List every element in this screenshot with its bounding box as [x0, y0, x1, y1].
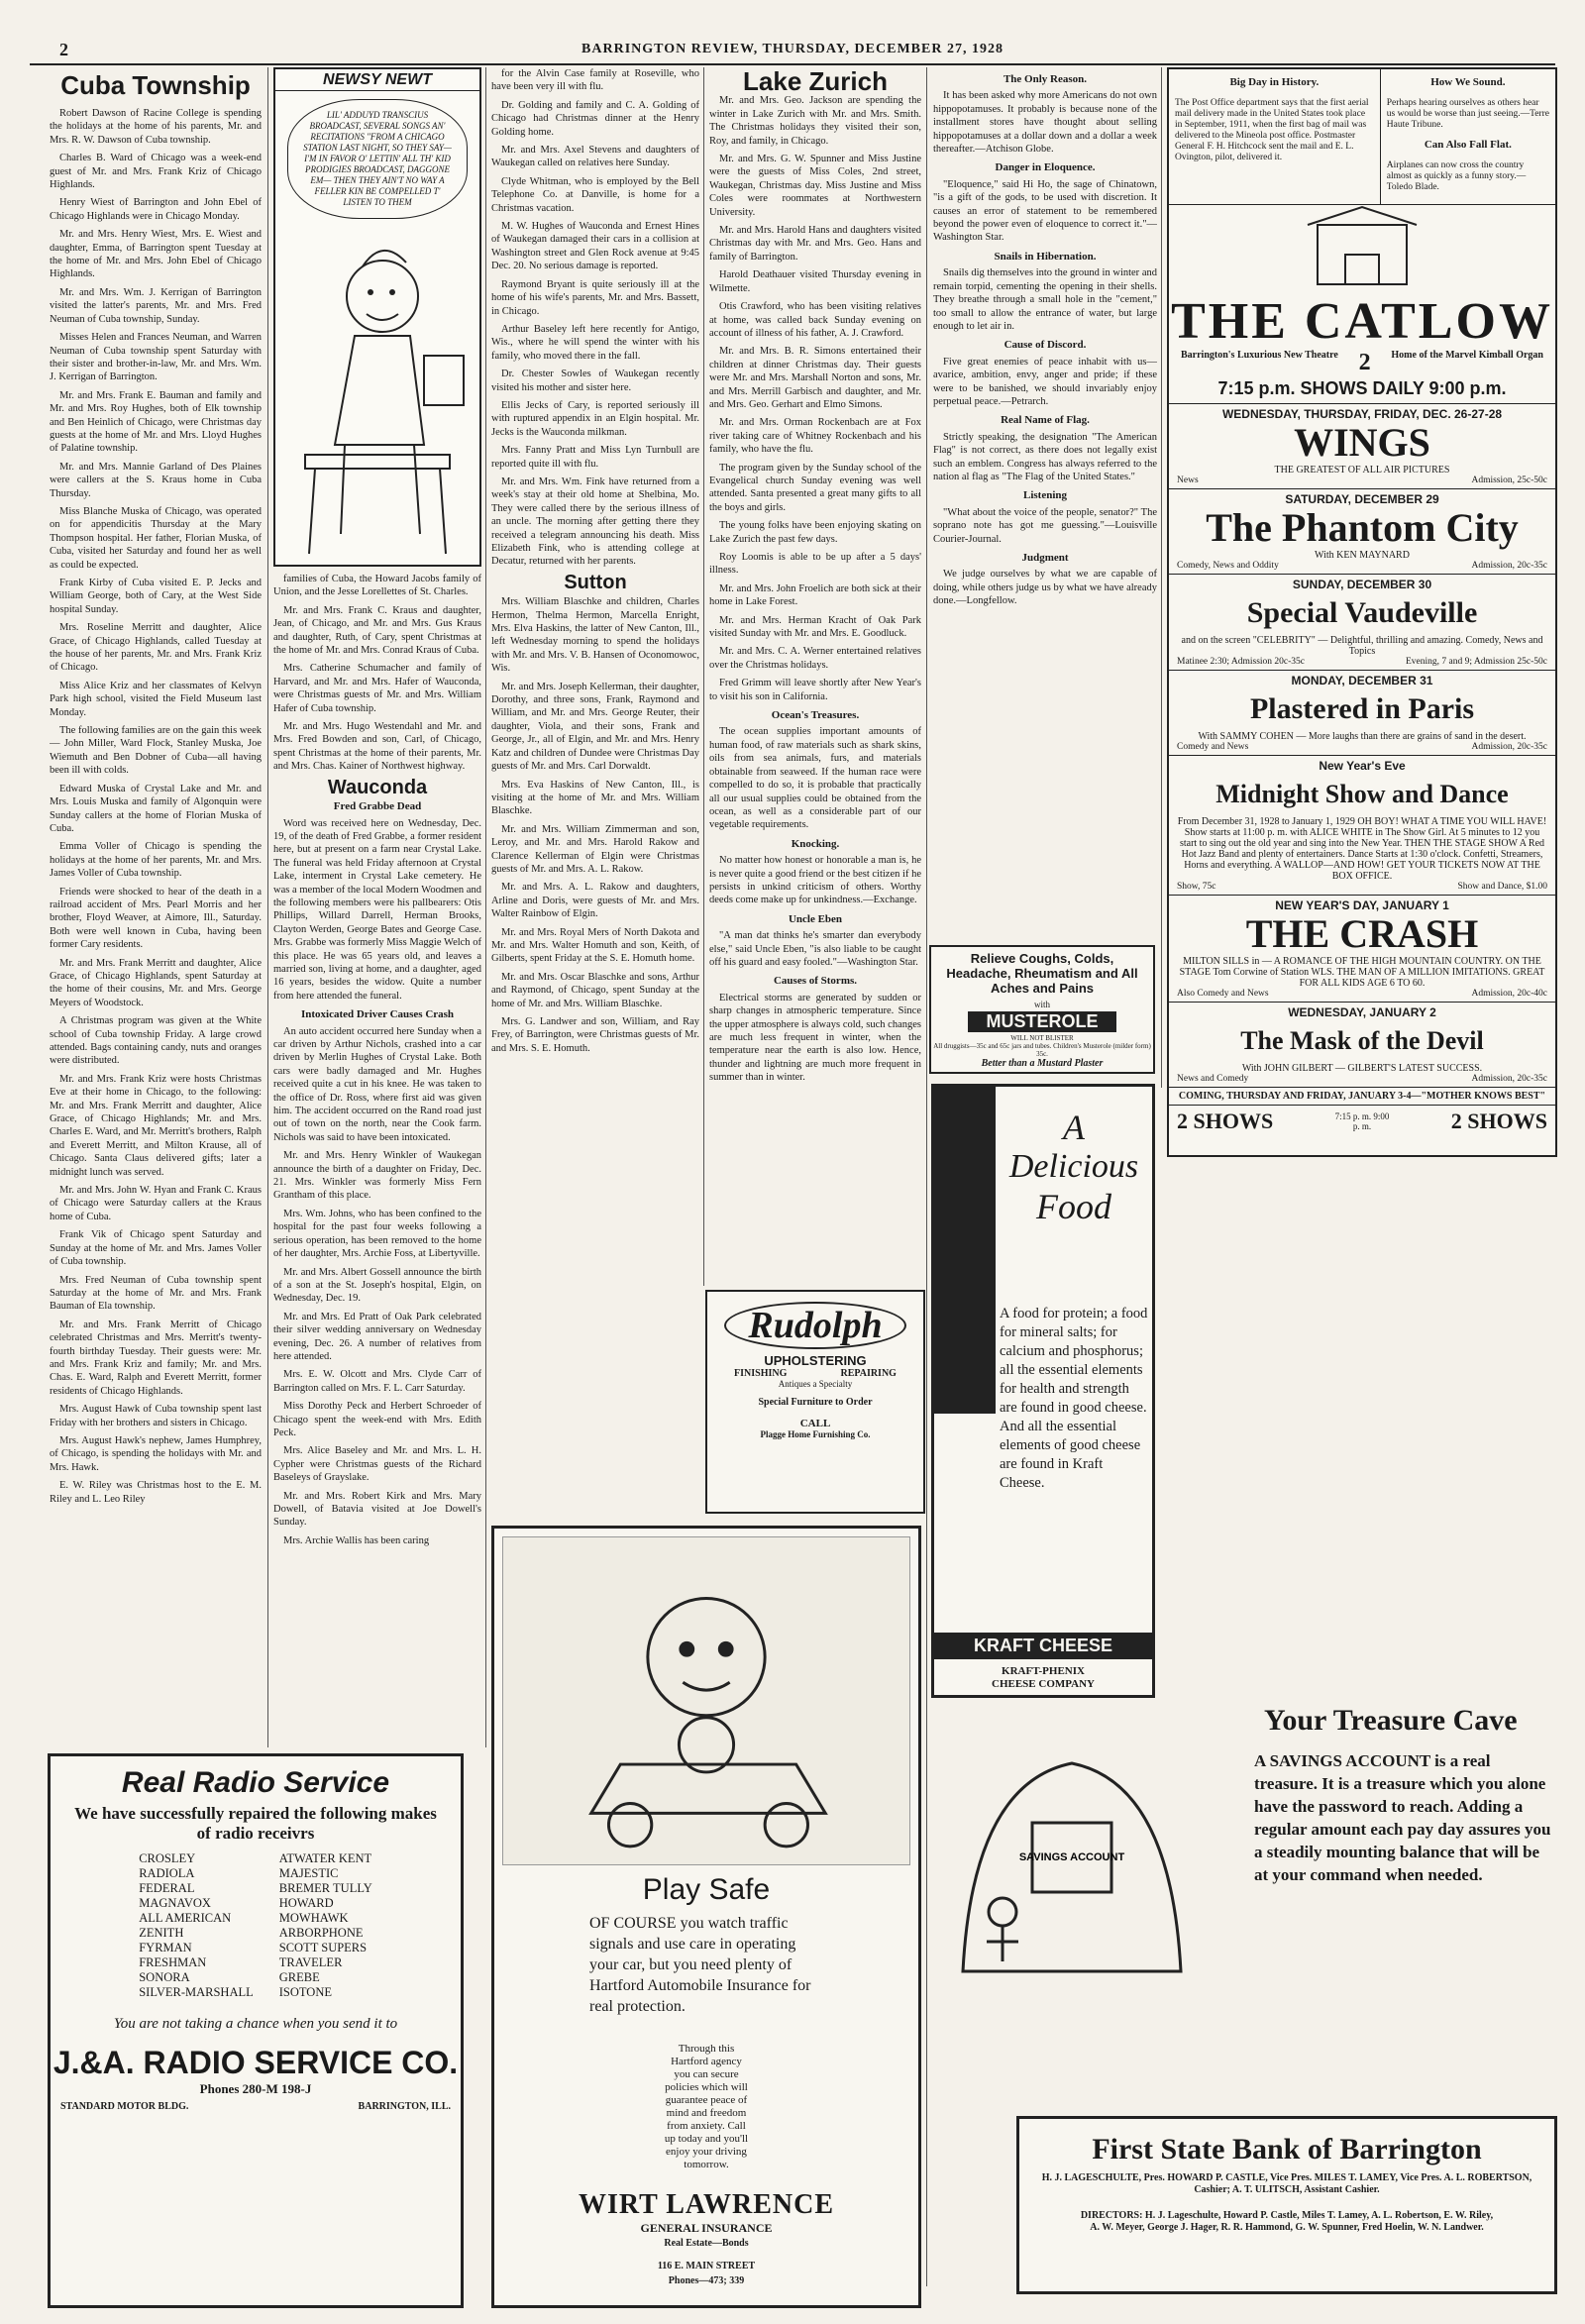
film-subtitle: THE GREATEST OF ALL AIR PICTURES	[1274, 465, 1450, 475]
agent-line2: Real Estate—Bonds	[664, 2238, 749, 2249]
news-paragraph: Misses Helen and Frances Neuman, and Warren Neuman of Cuba township spent Saturday with their sister and brother-in-law, Mr. and Mrs. Wm. J. Kerrigan of Barrington.	[50, 332, 262, 383]
car-driver-icon	[503, 1537, 909, 1864]
item-text: Mrs. E. W. Olcott and Mrs. Clyde Carr of Barrington called on Mrs. F. L. Carr Saturday.	[273, 1369, 481, 1394]
lake-zurich-heading: Lake Zurich	[743, 67, 888, 96]
news-paragraph: Mr. and Mrs. Orman Rockenbach are at Fox river taking care of Whitney Rockenbach and his family, who have the flu.	[709, 417, 921, 456]
item-heading: How We Sound.	[1430, 76, 1506, 88]
news-paragraph: Mr. and Mrs. Frank Kriz were hosts Christmas Eve at their home in Chicago, to the following: Mr. and Mrs. Frank Merritt and daughter, Alice Grace, of Chicago Highlands; Mr. and Mrs. Charles E. Ward, and Mr. Merritt's brothers, Ralph and Everett Merritt, and Milton Krause, all of Chicago. Santa Claus delivered gifts; later a midnight lunch was served.	[50, 1073, 262, 1178]
news-paragraph: Charles B. Ward of Chicago was a week-end guest of Mr. and Mrs. Frank Kriz of Chicago Highlands.	[50, 153, 262, 191]
news-paragraph: Henry Wiest of Barrington and John Ebel of Chicago Highlands were in Chicago Monday.	[50, 197, 262, 222]
news-paragraph: The following families are on the gain this week— John Miller, Ward Flock, Stanley Muska, Joe Wiemuth and Ben Dobner of Cuba—all having been ill with colds.	[50, 725, 262, 777]
film-footer	[1177, 882, 1547, 892]
news-paragraph: M. W. Hughes of Wauconda and Ernest Hines of Waukegan damaged their cars in a collision at Washington street and Glen Rock avenue at 9:45 Dec. 20. No serious damage is reported.	[491, 221, 699, 272]
item-text: The Post Office department says that the first aerial mail delivery made in the United States took place in September, 1911, when the first bag of mail was delivered to the Mineola post office. Postmaster General F. H. Hitchcock sent the mail and E. L. Ovington, pilot, delivered it.	[1175, 97, 1369, 162]
film-footer	[1177, 561, 1547, 571]
radio-brand: ISOTONE	[278, 1985, 332, 1999]
bank-directors: DIRECTORS: H. J. Lageschulte, Howard P. Castle, Miles T. Lamey, A. L. Robertson, E. W. Riley, A. W. Meyer, George J. Hager, R. R. Hammond, G. W. Spunner, Fred Hoelin, W. N. Landwer.	[1080, 2210, 1494, 2233]
news-paragraph: Clyde Whitman, who is employed by the Bell Telephone Co. at Danville, is home for a Christmas vacation.	[491, 175, 699, 214]
item-text: "A man dat thinks he's smarter dan everybody else," said Uncle Eben, "is also liable to be caught off his guard and easy fooled."—Washington Star.	[709, 930, 921, 968]
news-paragraph: Mr. and Mrs. Oscar Blaschke and sons, Arthur and Raymond, of Chicago, spent Sunday at the home of Mr. and Mrs. William Blaschke.	[491, 971, 699, 1009]
radio-brand: TRAVELER	[278, 1955, 343, 1969]
item-text: The ocean supplies important amounts of human food, of raw materials such as shark skins, oils from sea animals, furs, and materials obtainable from seaweed. If the human race were compelled to do so, it is probable that practically all our usual supplies could be obtained from the ocean, as well as a considerable part of our vegetable requirements.	[709, 726, 921, 831]
catlow-shows-row	[1169, 1105, 1555, 1137]
musterole-with: with	[1033, 1000, 1050, 1009]
news-paragraph: Mr. and Mrs. Henry Wiest, Mrs. E. Wiest and daughter, Emma, of Barrington spent Tuesday at the home of Mr. and Mrs. John Ebel of Chicago Highlands.	[50, 229, 262, 280]
news-paragraph: Mrs. Catherine Schumacher and family of Harvard, and Mr. and Mrs. Hafer of Wauconda, were Christmas guests of Mr. and Mrs. William Hafer of Cuba township.	[273, 663, 481, 714]
news-paragraph: Mr. and Mrs. Frank Merritt and daughter, Alice Grace, of Chicago Highlands, spent Saturday at the home of their cousins, Mr. and Mrs. George Meyers of Woodstock.	[50, 957, 262, 1008]
film-footer-left: Matinee 2:30; Admission 20c-35c	[1177, 657, 1306, 667]
news-paragraph: A Christmas program was given at the White school of Cuba township Friday. A large crowd attended. Bags containing candy, nuts and oranges were distributed.	[50, 1015, 262, 1067]
news-paragraph: The young folks have been enjoying skating on Lake Zurich the past few days.	[709, 520, 921, 545]
item-text: Mrs. Archie Wallis has been caring	[283, 1534, 430, 1546]
radio-brand: ZENITH	[139, 1926, 184, 1940]
news-paragraph: Fred Grimm will leave shortly after New Year's to visit his son in California.	[709, 678, 921, 702]
film-date: NEW YEAR'S DAY, JANUARY 1	[1275, 898, 1449, 912]
item-text: It has been asked why more Americans do not own hippopotamuses. It probably is because none of the installment stores have thought about selling hippopotamuses at a dollar down and a dollar a week thereafter.—Atchison Globe.	[933, 90, 1157, 156]
item-heading: Causes of Storms.	[773, 975, 858, 988]
rudolph-l2	[707, 1368, 923, 1379]
play-safe-title: Play Safe	[642, 1873, 771, 1906]
column-five-items	[933, 73, 1157, 608]
news-paragraph: Mr. and Mrs. G. W. Spunner and Miss Justine were the guests of Miss Coles, 2nd street, Waukegan, Christmas day. Miss Justine and Miss Coles were roommates at Northwestern University.	[709, 154, 921, 218]
item-text: Mr. and Mrs. Henry Winkler of Waukegan announce the birth of a daughter on Friday, Dec. 21. Mrs. Winkler was formerly Miss Fern Grantham of this place.	[273, 1150, 481, 1202]
film-listing	[1169, 488, 1555, 574]
news-paragraph: Frank Vik of Chicago spent Saturday and Sunday at the home of Mr. and Mrs. James Voller of Cuba township.	[50, 1229, 262, 1268]
catlow-tag-left: Barrington's Luxurious New Theatre	[1181, 350, 1338, 361]
film-footer	[1177, 1074, 1547, 1084]
film-listing	[1169, 895, 1555, 1002]
radio-phones: Phones 280-M 198-J	[199, 2081, 312, 2096]
film-subtitle: With SAMMY COHEN — More laughs than there are grains of sand in the desert.	[1198, 731, 1527, 742]
catlow-times: 7:15 p.m. SHOWS DAILY 9:00 p.m.	[1217, 378, 1507, 398]
musterole-foot: Better than a Mustard Plaster	[981, 1058, 1104, 1069]
item-text: Mr. and Mrs. Ed Pratt of Oak Park celebrated their silver wedding anniversary on Wednesday evening, Dec. 26. A number of relatives from here attended.	[273, 1311, 481, 1362]
film-title: Plastered in Paris	[1249, 692, 1475, 725]
film-footer	[1177, 657, 1547, 667]
film-footer-right: Admission, 20c-35c	[1471, 561, 1547, 571]
rudolph-l2b: REPAIRING	[840, 1368, 897, 1379]
news-paragraph: Mr. and Mrs. Harold Hans and daughters visited Christmas day with Mr. and Mrs. Geo. Hans and family of Barrington.	[709, 225, 921, 263]
news-paragraph: Mr. and Mrs. Frank E. Bauman and family and Mr. and Mrs. Roy Hughes, both of Elk township and Ben Heinlich of Chicago, were Christmas day guests at the home of Mr. and Mrs. Lloyd Hughes of Palatine township.	[50, 389, 262, 455]
wauconda-heading: Wauconda	[327, 776, 428, 798]
film-subtitle: and on the screen "CELEBRITY" — Delightful, thrilling and amazing. Comedy, News and Topics	[1181, 635, 1543, 657]
column-rule	[926, 67, 927, 2286]
news-paragraph: Arthur Baseley left here recently for Antigo, Wis., where he will spend the winter with his family, who moved there in the fall.	[491, 323, 699, 362]
column-rule	[267, 67, 268, 1747]
film-subtitle: MILTON SILLS in — A ROMANCE OF THE HIGH MOUNTAIN COUNTRY. ON THE STAGE Tom Corwine of Station WLS. THE MAN OF A MILLION IMITATIONS. GREAT FOR ALL KIDS AGE 6 TO 60.	[1179, 956, 1545, 989]
rudolph-l6: Plagge Home Furnishing Co.	[760, 1429, 871, 1439]
cuba-heading: Cuba Township	[60, 70, 251, 100]
item-heading: Cause of Discord.	[1004, 339, 1087, 352]
driver-illustration	[502, 1536, 910, 1865]
news-paragraph: Miss Alice Kriz and her classmates of Kelvyn Park high school, visited the Field Museum last Monday.	[50, 680, 262, 718]
agent-line4: Phones—473; 339	[668, 2275, 745, 2286]
showtimes: 7:15 p. m. 9:00 p. m.	[1334, 1111, 1390, 1131]
film-footer	[1177, 475, 1547, 485]
news-paragraph: Mr. and Mrs. John Froelich are both sick at their home in Lake Forest.	[709, 582, 921, 608]
rudolph-name: Rudolph	[724, 1302, 906, 1349]
news-paragraph: Robert Dawson of Racine College is spending the holidays at the home of his parents, Mr. and Mrs. R. W. Dawson of Cuba township.	[50, 108, 262, 146]
news-paragraph: Miss Blanche Muska of Chicago, was operated on for appendicitis Thursday at the Mary Thompson hospital. Her father, Florian Muska, of Cuba, visited her Saturday and found her as well as could be expected.	[50, 505, 262, 571]
item-heading: Snails in Hibernation.	[994, 250, 1097, 263]
radio-brand: GREBE	[278, 1970, 320, 1984]
news-paragraph: Mr. and Mrs. Royal Mers of North Dakota and Mr. and Mrs. Walter Homuth and son, Keith, of Gilberts, spent Friday at the S. E. Homuth home.	[491, 926, 699, 965]
column-two-articles	[273, 573, 481, 774]
news-paragraph: Dr. Chester Sowles of Waukegan recently visited his mother and sister here.	[491, 369, 699, 393]
news-paragraph: Mr. and Mrs. Mannie Garland of Des Plaines were callers at the S. Kraus home in Cuba Thursday.	[50, 461, 262, 499]
musterole-small: All druggists—35c and 65c jars and tubes. Children's Musterole (milder form) 35c.	[933, 1042, 1151, 1058]
radio-bldg: STANDARD MOTOR BLDG.	[60, 2101, 189, 2112]
catlow-coming: COMING, THURSDAY AND FRIDAY, JANUARY 3-4—"MOTHER KNOWS BEST"	[1169, 1087, 1555, 1105]
bank-name: First State Bank of Barrington	[1092, 2133, 1482, 2166]
news-paragraph: Mr. and Mrs. Wm. Fink have returned from a week's stay at their old home at Shelbina, Mo. They were called there by the serious illness of an uncle. The morning after getting there they received a telegram announcing his death. Miss Elizabeth Fink, who is attending college at Decatur, returned with her parents.	[491, 475, 699, 568]
item-text: "Eloquence," said Hi Ho, the sage of Chinatown, "is a gift of the gods, to be used with discretion. It causes an error of statement to be remembered beyond the power even of eloquence to correct it."—Washington Star.	[933, 178, 1157, 244]
play-safe-ad	[491, 1526, 921, 2308]
masthead	[30, 38, 1555, 65]
agent-name: WIRT LAWRENCE	[578, 2189, 835, 2220]
cuba-articles	[50, 107, 262, 1506]
play-safe-copy: OF COURSE you watch traffic signals and use care in operating your car, but you need plenty of Hartford Automobile Insurance for real protection.	[589, 1915, 811, 2015]
item-text: An auto accident occurred here Sunday when a car driven by Arthur Nichols, crashed into a car driven by Merlin Hughes of Crystal Lake. Both cars were badly damaged and Mr. Hughes received quite a cut in his knee. He was taken to the office of Dr. Ross, where first aid was given him. The accident occurred on the Rand road just out of town on the north, near the Cook farm. Nichols was said to have been intoxicated.	[273, 1025, 481, 1143]
kraft-co1: KRAFT-PHENIX	[1002, 1665, 1085, 1677]
radio-brand: SILVER-MARSHALL	[139, 1985, 254, 1999]
kraft-copy: A food for protein; a food for mineral salts; for calcium and phosphorus; all the essential elements for health and strength are found in good cheese. And all the essential elements of good cheese are found in Kraft Cheese.	[1000, 1306, 1148, 1491]
news-paragraph: Mrs. G. Landwer and son, William, and Ray Frey, of Barrington, were Christmas guests of Mr. and Mrs. S. E. Homuth.	[491, 1016, 699, 1054]
treasure-sign: SAVINGS ACCOUNT	[1018, 1851, 1125, 1863]
film-title: The Mask of the Devil	[1240, 1026, 1484, 1055]
film-footer-left: Comedy, News and Oddity	[1177, 561, 1279, 571]
catlow-tag-right: Home of the Marvel Kimball Organ	[1391, 350, 1543, 361]
news-paragraph: Mrs. August Hawk of Cuba township spent last Friday with her brothers and sisters in Chicago.	[50, 1404, 262, 1428]
item-text: "What about the voice of the people, senator?" The soprano note has got me guessing."—Louisville Courier-Journal.	[933, 506, 1157, 545]
rudolph-l1: UPHOLSTERING	[764, 1353, 867, 1368]
film-footer-right: Admission, 25c-50c	[1471, 475, 1547, 485]
kraft-co2: CHEESE COMPANY	[992, 1678, 1095, 1690]
news-paragraph: Dr. Golding and family and C. A. Golding of Chicago had Christmas dinner at the Henry Golding home.	[491, 99, 699, 138]
item-heading: Ocean's Treasures.	[771, 709, 860, 722]
film-date: WEDNESDAY, THURSDAY, FRIDAY, DEC. 26-27-28	[1221, 407, 1503, 421]
wauconda-articles	[273, 800, 481, 1547]
kraft-brand: KRAFT CHEESE	[934, 1633, 1152, 1659]
news-paragraph: Mr. and Mrs. C. A. Werner entertained relatives over the Christmas holidays.	[709, 646, 921, 671]
news-paragraph: Edward Muska of Crystal Lake and Mr. and Mrs. Louis Muska and family of Algonquin were Sunday callers at the home of Florian Muska of Cuba.	[50, 783, 262, 834]
news-paragraph: Frank Kirby of Cuba visited E. P. Jecks and William George, both of Cary, at the West Side hospital Sunday.	[50, 578, 262, 615]
news-paragraph: Mr. and Mrs. A. L. Rakow and daughters, Arline and Doris, were guests of Mr. and Mrs. Walter Rainbow of Elgin.	[491, 882, 699, 920]
film-subtitle: From December 31, 1928 to January 1, 1929 OH BOY! WHAT A TIME YOU WILL HAVE! Show starts at 11:00 p. m. with ALICE WHITE in The Show Girl. At 5 minutes to 12 you start to sing out the old year and sing into the New Year. THEN THE STAGE SHOW A Red Hot Jazz Band and plenty of entertainers. Dance Starts at 1:30 o'clock. Confetti, Streamers, Horns and everything. A WALLOP—AND HOW! GET YOUR TICKETS NOW AT THE BOX OFFICE.	[1177, 816, 1547, 882]
column-four-items	[709, 709, 921, 1085]
kraft-cheese-ad	[931, 1084, 1155, 1698]
radio-brands	[51, 1851, 461, 2000]
item-text: Miss Dorothy Peck and Herbert Schroeder of Chicago spent the week-end with Mrs. Edith Peck.	[273, 1401, 481, 1438]
news-paragraph: Mr. and Mrs. William Zimmerman and son, Leroy, and Mr. and Mrs. Harold Rakow and Clarence Kellerman of Elgin were Christmas guests of Mr. and Mrs. A. L. Rakow.	[491, 823, 699, 875]
radio-brand: ALL AMERICAN	[139, 1911, 232, 1925]
column-rule	[485, 67, 486, 1747]
item-heading: Uncle Eben	[788, 912, 843, 925]
catlow-theatre-ad	[1167, 67, 1557, 1157]
radio-brands-left	[139, 1851, 254, 2000]
item-text: Mrs. Wm. Johns, who has been confined to the hospital for the past four weeks following a serious operation, has been removed to the home of her daughter, Mrs. Archie Foss, at Libertyville.	[273, 1208, 481, 1260]
newsy-newt-cartoon	[273, 67, 481, 567]
item-heading: Knocking.	[791, 837, 840, 850]
kraft-head-delicious: Delicious	[1008, 1148, 1139, 1185]
radio-foot: You are not taking a chance when you send it to	[113, 2016, 398, 2032]
sutton-heading: Sutton	[564, 571, 627, 593]
item-heading: Fred Grabbe Dead	[333, 800, 422, 813]
radio-brand: SCOTT SUPERS	[278, 1941, 368, 1954]
shows-label-left: 2 SHOWS	[1177, 1109, 1274, 1133]
item-text: Five great enemies of peace inhabit with us—avarice, ambition, envy, anger and pride; if these were to be banished, we should invariably enjoy perpetual peace.—Petrarch.	[933, 356, 1157, 407]
item-text: No matter how honest or honorable a man is, he is never quite a good friend or the best citizen if he persists in unkind criticism of others. Worthy deeds come make up for unkindness.—Exchange.	[709, 855, 921, 906]
film-listing	[1169, 574, 1555, 670]
treasure-chest-icon	[943, 1743, 1191, 1981]
musterole-headline: Relieve Coughs, Colds, Headache, Rheumatism and All Aches and Pains	[946, 951, 1138, 996]
news-paragraph: The program given by the Sunday school of the Evangelical church Sunday evening was well attended. Santa presented a great many gifts to all the boys and girls.	[709, 462, 921, 513]
musterole-ad	[929, 945, 1155, 1074]
film-title: Midnight Show and Dance	[1215, 780, 1509, 808]
rudolph-l3: Antiques a Specialty	[778, 1379, 853, 1389]
film-listing	[1169, 755, 1555, 895]
film-title: The Phantom City	[1206, 505, 1519, 550]
rudolph-l2a: FINISHING	[734, 1368, 788, 1379]
catlow-tagline	[1169, 350, 1555, 376]
kraft-company	[934, 1665, 1152, 1691]
radio-brand: ARBORPHONE	[278, 1926, 364, 1940]
column-three	[491, 67, 699, 1286]
film-listing	[1169, 403, 1555, 488]
lake-zurich-articles	[709, 94, 921, 703]
film-footer-left: Show, 75c	[1177, 882, 1216, 892]
cartoon-balloon: LIL' ADDUYD TRANSCIUS BROADCAST, SEVERAL SONGS AN' RECITATIONS "FROM A CHICAGO STATION LAST NIGHT, SO THEY SAY— I'M IN FAVOR O' LETTIN' ALL TH' KID PRODIGIES BROADCAST, DAGGONE EM— THEN THEY AIN'T NO WAY A FELLER KIN BE COMPELLED T' LISTEN TO THEM	[287, 99, 468, 219]
item-text: Word was received here on Wednesday, Dec. 19, of the death of Fred Grabbe, a former resident here, but at present on a farm near Crystal Lake. The funeral was held Friday afternoon at Crystal Lake, interment in Crystal Lake cemetery. He was a member of the local Modern Woodmen and the following members were his pallbearers: Otis Phillips, Willard Darrell, Herman Brooks, Clayton Werden, George Bates and George Case. Mrs. Grabbe was formerly Miss Maggie Welch of this place. He was 65 years old, and leaves a married son, living at home, and a daughter, aged 16 years, besides the widow. Quite a number from here attended the funeral.	[273, 817, 481, 1002]
big-day-item	[1169, 69, 1381, 204]
film-listing	[1169, 1002, 1555, 1087]
radio-service-ad	[48, 1753, 464, 2308]
film-footer	[1177, 989, 1547, 999]
film-title: WINGS	[1294, 420, 1430, 465]
catlow-tag-mid: 2	[1358, 350, 1371, 375]
item-text: We judge ourselves by what we are capable of doing, while others judge us by what we have already done.—Longfellow.	[933, 569, 1157, 607]
news-paragraph: Mrs. William Blaschke and children, Charles Hermon, Thelma Hermon, Marcella Enright, Mrs. Elva Haskins, the latter of New Canton, Ill., left Wednesday morning to spend the holidays with Mr. and Mrs. V. B. Hansen of Oconomowoc, Wis.	[491, 596, 699, 675]
news-paragraph: Mrs. Fanny Pratt and Miss Lyn Turnbull are reported quite ill with flu.	[491, 445, 699, 470]
bank-officers: H. J. LAGESCHULTE, Pres. HOWARD P. CASTLE, Vice Pres. MILES T. LAMEY, Vice Pres. A. L. ROBERTSON, Cashier; A. T. ULITSCH, Assistant Cashier.	[1041, 2172, 1532, 2195]
film-title: THE CRASH	[1245, 911, 1479, 956]
film-footer-left: News and Comedy	[1177, 1074, 1249, 1084]
catlow-films	[1169, 403, 1555, 1087]
item-text: Strictly speaking, the designation "The American Flag" is not correct, as there does not legally exist such an emblem. Congress has always referred to the nation al flag as "The Flag of the United States."	[933, 431, 1157, 482]
film-subtitle: With JOHN GILBERT — GILBERT'S LATEST SUCCESS.	[1241, 1063, 1483, 1074]
news-paragraph: Mr. and Mrs. Wm. J. Kerrigan of Barrington visited the latter's parents, Mr. and Mrs. Fred Neuman of Cuba township, Sunday.	[50, 286, 262, 325]
item-text: Mrs. Alice Baseley and Mr. and Mrs. L. H. Cypher were Christmas guests of the Richard Baseleys of Grayslake.	[273, 1445, 481, 1484]
radio-brand: MAJESTIC	[278, 1866, 339, 1880]
radio-brand: MOWHAWK	[278, 1911, 349, 1925]
news-paragraph: Mrs. Roseline Merritt and daughter, Alice Grace, of Chicago Highlands, called Tuesday at the house of her parents, Mr. and Mrs. Frank Kriz of Chicago.	[50, 622, 262, 674]
news-paragraph: Mr. and Mrs. Herman Kracht of Oak Park visited Sunday with Mr. and Mrs. E. Goodluck.	[709, 614, 921, 640]
film-footer-right: Evening, 7 and 9; Admission 25c-50c	[1405, 657, 1547, 667]
treasure-cave-ad	[937, 1704, 1557, 2011]
radio-brand: FEDERAL	[139, 1881, 195, 1895]
item-heading: Intoxicated Driver Causes Crash	[300, 1008, 455, 1021]
radio-brand: BREMER TULLY	[278, 1881, 372, 1895]
item-text: Mr. and Mrs. Albert Gossell announce the birth of a son at the St. Joseph's hospital, Elgin, on Wednesday, Dec. 19.	[273, 1266, 481, 1305]
film-date: SUNDAY, DECEMBER 30	[1292, 578, 1432, 591]
film-date: SATURDAY, DECEMBER 29	[1285, 492, 1439, 506]
news-paragraph: Ellis Jecks of Cary, is reported seriously ill with ruptured appendix in an Elgin hospital. Mr. Jecks is the Wauconda milkman.	[491, 399, 699, 438]
kraft-dark-band	[934, 1087, 996, 1414]
news-paragraph: E. W. Riley was Christmas host to the E. M. Riley and L. Leo Riley	[50, 1480, 262, 1505]
radio-brand: SONORA	[139, 1970, 190, 1984]
item-heading: Big Day in History.	[1229, 76, 1320, 88]
news-paragraph: Mr. and Mrs. Hugo Westendahl and Mr. and Mrs. Fred Bowden and son, Carl, of Chicago, spent Christmas at the home of their parents, Mr. and Mrs. Chas. Kainer of Northwest highway.	[273, 721, 481, 773]
news-paragraph: Raymond Bryant is quite seriously ill at the home of his wife's parents, Mr. and Mrs. Bassett, in Chicago.	[491, 278, 699, 317]
radio-company: J.&A. RADIO SERVICE CO.	[53, 2045, 459, 2080]
cartoon-figure-icon	[275, 227, 479, 564]
item-heading: Real Name of Flag.	[1001, 414, 1090, 427]
film-date: WEDNESDAY, JANUARY 2	[1288, 1005, 1436, 1019]
film-date: MONDAY, DECEMBER 31	[1291, 674, 1433, 687]
rudolph-l5: CALL	[799, 1418, 831, 1429]
kraft-head-food: Food	[1036, 1187, 1111, 1226]
catlow-top-shorts	[1169, 69, 1555, 205]
film-footer-left: Also Comedy and News	[1177, 989, 1269, 999]
film-footer-left: News	[1177, 475, 1199, 485]
film-footer-right: Admission, 20c-35c	[1471, 742, 1547, 752]
film-footer-right: Admission, 20c-40c	[1471, 989, 1547, 999]
item-heading: Listening	[1022, 489, 1067, 502]
news-paragraph: Roy Loomis is able to be up after a 5 days' illness.	[709, 552, 921, 577]
radio-brand: CROSLEY	[139, 1851, 196, 1865]
news-paragraph: Harold Deathauer visited Thursday evening in Wilmette.	[709, 269, 921, 294]
radio-brand: FYRMAN	[139, 1941, 192, 1954]
column-two	[273, 67, 481, 1747]
item-text: Mr. and Mrs. Robert Kirk and Mrs. Mary Dowell, of Batavia visited at Joe Dowell's Sunday.	[273, 1490, 481, 1529]
radio-address	[60, 2101, 451, 2112]
news-paragraph: Emma Voller of Chicago is spending the holidays at the home of her parents, Mr. and Mrs. James Voller of Cuba township.	[50, 841, 262, 880]
radio-brand: MAGNAVOX	[139, 1896, 211, 1910]
radio-city: BARRINGTON, ILL.	[358, 2101, 451, 2112]
film-footer	[1177, 742, 1547, 752]
play-safe-small: Through this Hartford agency you can secure policies which will guarantee peace of mind and freedom from anxiety. Call up today and you'll enjoy your driving tomorrow.	[664, 2043, 749, 2170]
news-paragraph: Mr. and Mrs. B. R. Simons entertained their children at dinner Christmas day. Their guests were Mr. and Mrs. Marshall Norton and sons, Mr. and Mrs. Merrill Garbisch and daughter, and Mr. and Mrs. Geo. Gerhart and Elmo Simons.	[709, 346, 921, 410]
news-paragraph: Mr. and Mrs. Frank Merritt of Chicago celebrated Christmas and Mrs. Merritt's twenty-fourth birthday Tuesday. Their guests were: Mr. and Mrs. Frank Kriz and family; Mr. and Mrs. Chas. E. Ward, Ralph and Everett Merritt, former residents of Chicago Highlands.	[50, 1319, 262, 1397]
agent-line1: GENERAL INSURANCE	[640, 2221, 773, 2235]
film-title: Special Vaudeville	[1246, 596, 1478, 629]
bank-ad	[1016, 2116, 1557, 2294]
film-footer-left: Comedy and News	[1177, 742, 1249, 752]
cuba-column	[50, 67, 262, 1747]
rudolph-ad	[705, 1290, 925, 1514]
news-paragraph: Mrs. Fred Neuman of Cuba township spent Saturday at the home of Mr. and Mrs. Frank Bauman of Ela township.	[50, 1274, 262, 1313]
radio-brand: HOWARD	[278, 1896, 334, 1910]
radio-brand: FRESHMAN	[139, 1955, 207, 1969]
cartoon-title: NEWSY NEWT	[275, 69, 479, 91]
agent-line3: 116 E. MAIN STREET	[657, 2261, 756, 2271]
musterole-tag: WILL NOT BLISTER	[1010, 1034, 1074, 1042]
item-text: Snails dig themselves into the ground in winter and remain torpid, cementing the opening in their shells. They breathe through a small hole in the "cement," too small to allow the entrance of water, but large enough to let air in.	[933, 267, 1157, 332]
news-paragraph: Otis Crawford, who has been visiting relatives at home, was called back Sunday evening on account of illness of his father, A. J. Crawford.	[709, 301, 921, 339]
masthead-title: BARRINGTON REVIEW, THURSDAY, DECEMBER 27, 1928	[581, 42, 1004, 56]
column-four	[709, 67, 921, 1286]
column-rule	[1161, 67, 1162, 1088]
item-text: Perhaps hearing ourselves as others hear us would be worse than just seeing.—Terre Haute Tribune.	[1386, 97, 1549, 130]
news-paragraph: Mrs. Eva Haskins of New Canton, Ill., is visiting at the home of Mr. and Mrs. William Blaschke.	[491, 779, 699, 817]
item-heading: Danger in Eloquence.	[995, 161, 1096, 174]
treasure-title: Your Treasure Cave	[1264, 1704, 1518, 1737]
page-number: 2	[59, 40, 69, 59]
news-paragraph: Mr. and Mrs. Geo. Jackson are spending the winter in Lake Zurich with Mr. and Mrs. Smith. The Christmas holidays they visited their son, Roy, and family, in Chicago.	[709, 95, 921, 147]
musterole-brand: MUSTEROLE	[968, 1011, 1116, 1032]
radio-brands-right	[279, 1851, 372, 2000]
rudolph-l4: Special Furniture to Order	[758, 1397, 873, 1408]
news-paragraph: Friends were shocked to hear of the death in a railroad accident of Mrs. Pearl Morris and her brother, Floyd Weaver, at Aimore, Ill., Saturday. Both were well known in Cuba, having been former Cary residents.	[50, 886, 262, 951]
news-paragraph: Mr. and Mrs. Frank C. Kraus and daughter, Jean, of Chicago, and Mr. and Mrs. Gus Kraus and daughter, Ruth, of Cary, spent Christmas at the home of Mr. and Mrs. Conrad Kraus of Cuba.	[273, 604, 481, 657]
film-footer-right: Show and Dance, $1.00	[1457, 882, 1547, 892]
news-paragraph: Mr. and Mrs. Axel Stevens and daughters of Waukegan called on relatives here Sunday.	[491, 145, 699, 169]
catlow-building-icon	[1169, 205, 1555, 294]
kraft-head-a: A	[1063, 1108, 1085, 1147]
radio-brand: ATWATER KENT	[278, 1851, 372, 1865]
item-heading: Can Also Fall Flat.	[1424, 139, 1512, 151]
sutton-articles	[491, 595, 699, 1055]
item-text: Airplanes can now cross the country almost as quickly as a funny story.—Toledo Blade.	[1386, 159, 1527, 192]
film-date: New Year's Eve	[1319, 759, 1406, 773]
news-paragraph: Mr. and Mrs. Joseph Kellerman, their daughter, Dorothy, and three sons, Frank, Raymond and William, and Mr. and Mrs. George Reuter, their daughter, Viola, and their sons, Frank and George, Jr., all of Elgin, and Mr. and Mrs. Henry Katz and children of Dundee were Christmas Day guests of Mr. and Mrs. Carl Dorwaldt.	[491, 681, 699, 773]
film-footer-right: Admission, 20c-35c	[1471, 1074, 1547, 1084]
item-text: Electrical storms are generated by sudden or sharp changes in atmospheric temperature. Since the upper atmosphere is always cold, such changes are much less frequent in winter, when the temperature near the earth is also low. Hence, thunder and lightning are much more frequent in summer than in winter.	[709, 992, 921, 1084]
radio-intro: We have successfully repaired the following makes of radio receivrs	[74, 1804, 437, 1843]
item-heading: The Only Reason.	[1003, 73, 1088, 85]
news-paragraph: families of Cuba, the Howard Jacobs family of Union, and the Jesse Lorellettes of St. Charles.	[273, 574, 481, 598]
treasure-copy: A SAVINGS ACCOUNT is a real treasure. It is a treasure which you alone have the password to reach. Adding a regular amount each pay day assures you a steadily mounting balance that will be at your command when needed.	[1254, 1751, 1551, 1884]
news-paragraph: Mr. and Mrs. John W. Hyan and Frank C. Kraus of Chicago were Saturday callers at the Kraus home of Cuba.	[50, 1185, 262, 1222]
catlow-name: THE CATLOW	[1171, 293, 1553, 350]
news-paragraph: Mrs. August Hawk's nephew, James Humphrey, of Chicago, is spending the holidays with Mr. and Mrs. Hawk.	[50, 1434, 262, 1473]
shows-label-right: 2 SHOWS	[1450, 1109, 1547, 1133]
column-five	[933, 67, 1157, 939]
column-rule	[703, 67, 704, 1286]
news-paragraph: for the Alvin Case family at Roseville, who have been very ill with flu.	[491, 68, 699, 93]
how-we-sound-item	[1381, 69, 1555, 204]
radio-title: Real Radio Service	[121, 1766, 390, 1799]
radio-brand: RADIOLA	[139, 1866, 195, 1880]
film-listing	[1169, 670, 1555, 755]
film-subtitle: With KEN MAYNARD	[1315, 550, 1410, 561]
column-three-articles	[491, 67, 699, 569]
item-heading: Judgment	[1021, 552, 1069, 564]
